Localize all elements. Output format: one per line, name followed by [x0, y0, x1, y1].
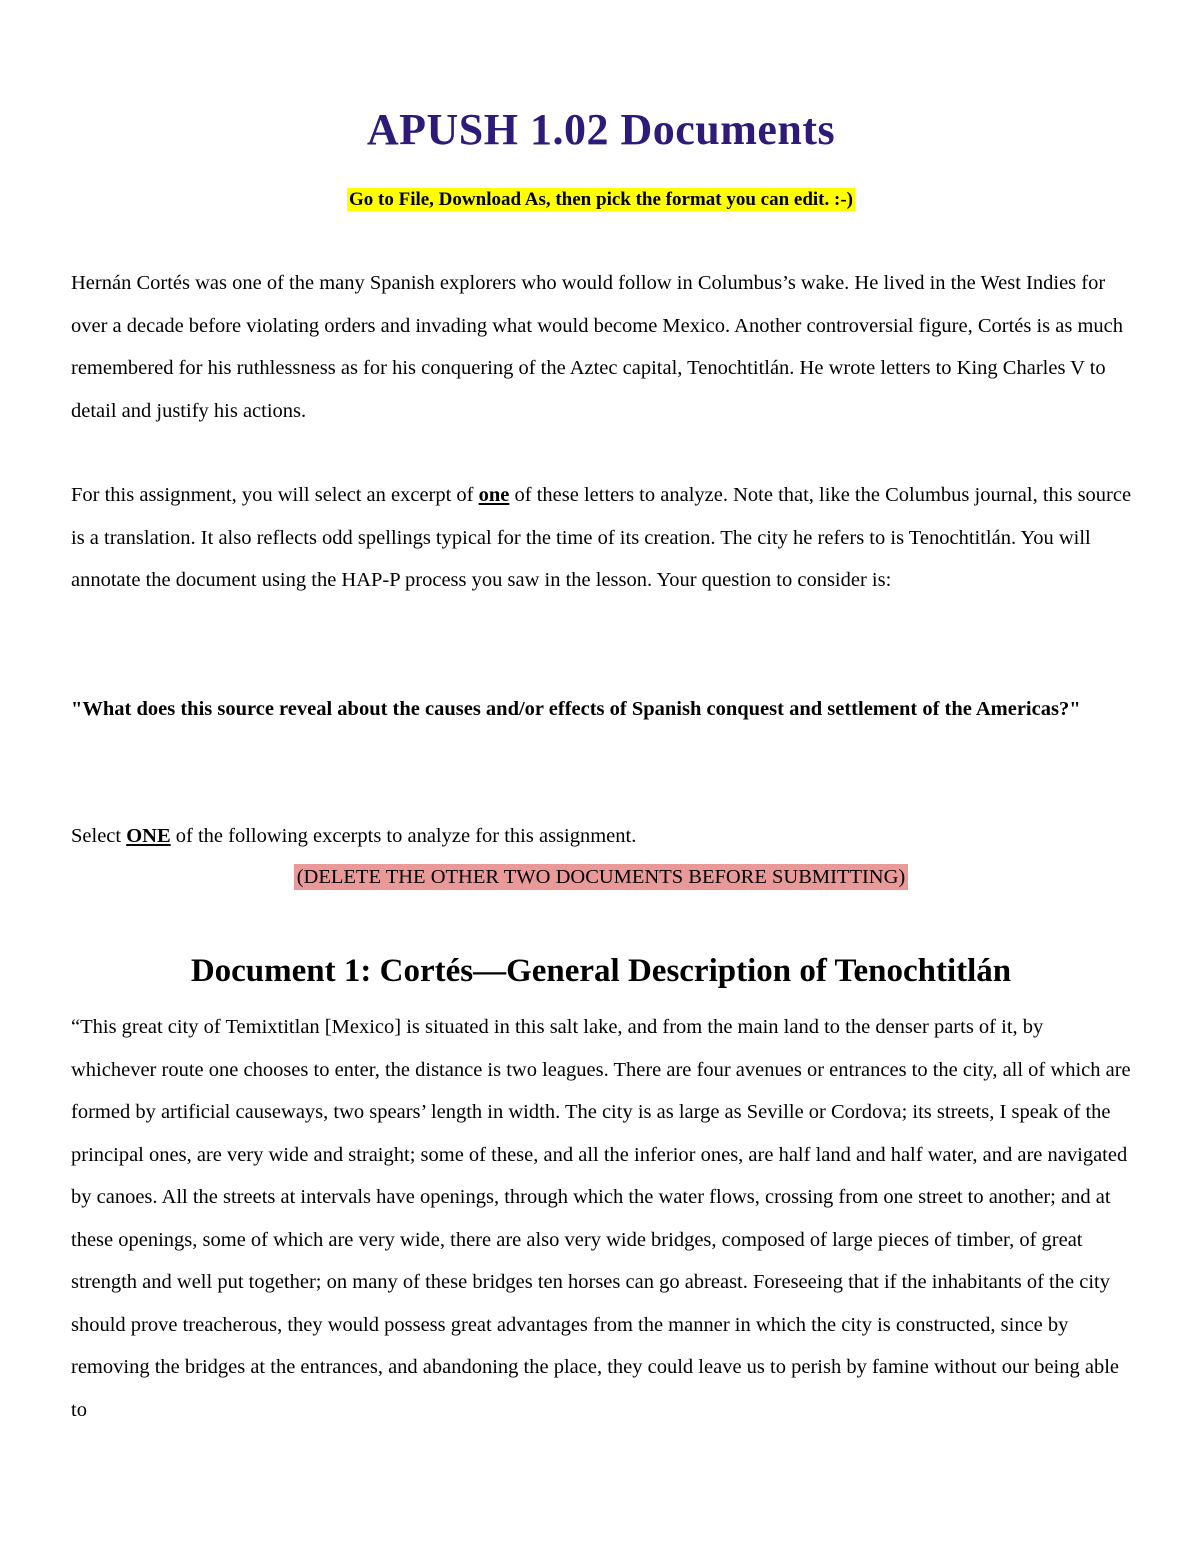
- instruction-line: [71, 186, 1131, 215]
- select-emphasis-one: ONE: [126, 825, 171, 847]
- intro-paragraph: Hernán Cortés was one of the many Spanish explorers who would follow in Columbus’s wake. He lived in the West Indies for over a decade before violating orders and invading what would become Mexico. Another controversial figure, Cortés is as much remembered for his ruthlessness as for his conquering of the Aztec capital, Tenochtitlán. He wrote letters to King Charles V to detail and justify his actions.: [71, 272, 1124, 422]
- assignment-paragraph: [71, 474, 1133, 602]
- download-instruction-highlight: Go to File, Download As, then pick the format you can edit. :-): [348, 189, 853, 210]
- document-1-heading: Document 1: Cortés—General Description of Tenochtitlán: [190, 953, 1012, 989]
- delete-note-highlight: (DELETE THE OTHER TWO DOCUMENTS BEFORE SUBMITTING): [294, 864, 909, 890]
- assignment-text-start: For this assignment, you will select an excerpt of: [71, 484, 479, 506]
- assignment-text-end: of these letters to analyze. Note that, like the Columbus journal, this source is a translation. It also reflects odd spellings typical for the time of its creation. The city he refers to is Tenochtitlán. You will annotate the document using the HAP-P process you saw in the lesson. Your question to consider is:: [71, 484, 1132, 591]
- document-1-excerpt: “This great city of Temixtitlan [Mexico] is situated in this salt lake, and from the main land to the denser parts of it, by whichever route one chooses to enter, the distance is two leagues. There are four avenues or entrances to the city, all of which are formed by artificial causeways, two spears’ length in width. The city is as large as Seville or Cordova; its streets, I speak of the principal ones, are very wide and straight; some of these, and all the inferior ones, are half land and half water, and are navigated by canoes. All the streets at intervals have openings, through which the water flows, crossing from one street to another; and at these openings, some of which are very wide, there are also very wide bridges, composed of large pieces of timber, of great strength and well put together; on many of these bridges ten horses can go abreast. Foreseeing that if the inhabitants of the city should prove treacherous, they would possess great advantages from the manner in which the city is constructed, since by removing the bridges at the entrances, and abandoning the place, they could leave us to perish by famine without our being able to: [71, 1016, 1131, 1421]
- guiding-question: "What does this source reveal about the causes and/or effects of Spanish conquest and settlement of the Americas?": [71, 698, 1081, 720]
- document-title: APUSH 1.02 Documents: [366, 105, 836, 154]
- assignment-emphasis-one: one: [478, 484, 510, 506]
- select-instruction: [71, 815, 1133, 858]
- select-text-end: of the following excerpts to analyze for this assignment.: [170, 825, 637, 847]
- select-text-start: Select: [71, 825, 127, 847]
- delete-note-line: [71, 862, 1131, 894]
